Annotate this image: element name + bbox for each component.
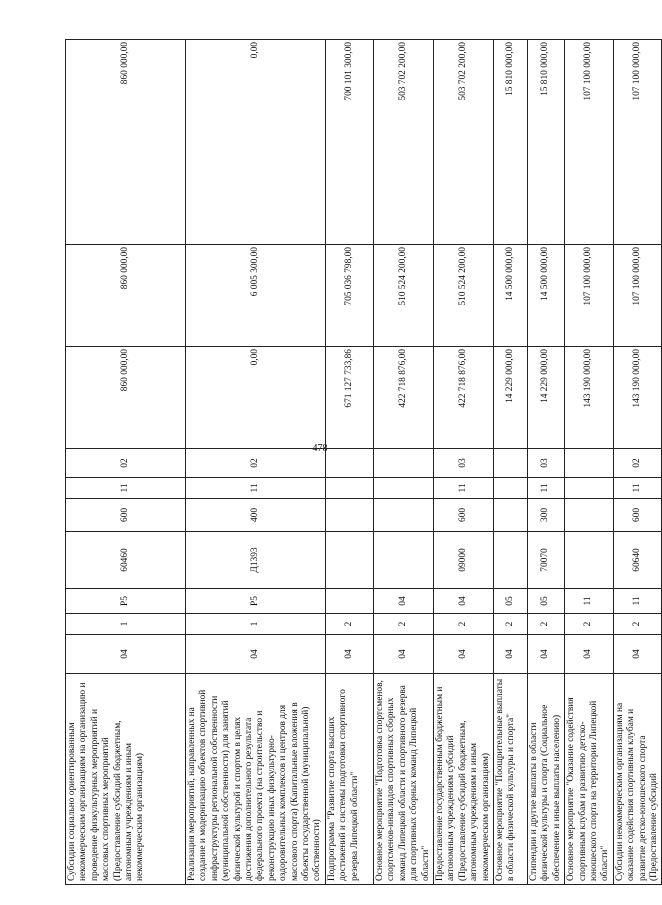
table-row [325,40,373,885]
amount-cell: 143 190 000,00 [613,347,662,449]
code-cell [565,478,614,499]
amount-cell: 15 810 000,00 [527,40,564,245]
code-cell: 11 [565,589,614,614]
code-cell: 04 [613,635,662,674]
code-cell: 600 [66,499,186,532]
rotated-table-container [65,40,659,885]
amount-cell: 107 100 000,00 [613,245,662,347]
code-cell: 2 [565,614,614,635]
code-cell: 1 [66,614,186,635]
amount-cell: 705 036 798,00 [325,245,373,347]
row-name: Субсидии некоммерческим организациям на оказание содействия спортивным клубам и развитие детско-юношеского спорта (Предоставление субсидий [613,674,662,885]
code-cell: 2 [433,614,493,635]
code-cell [493,532,527,589]
amount-cell: 860 000,00 [66,40,186,245]
code-cell: 2 [493,614,527,635]
code-cell: Р5 [186,589,326,614]
amount-cell: 107 100 000,00 [565,245,614,347]
amount-cell: 671 127 733,86 [325,347,373,449]
code-cell: 04 [186,635,326,674]
table-row [527,40,564,885]
code-cell [325,499,373,532]
code-cell [373,478,433,499]
code-cell: 2 [325,614,373,635]
code-cell: 11 [66,478,186,499]
code-cell: 600 [433,499,493,532]
table-row [565,40,614,885]
amount-cell: 700 101 300,00 [325,40,373,245]
amount-cell: 0,00 [186,40,326,245]
code-cell: 02 [66,449,186,478]
amount-cell: 510 524 200,00 [433,245,493,347]
code-cell: 03 [433,449,493,478]
amount-cell: 860 000,00 [66,245,186,347]
row-name: Стипендии и другие выплаты в области физической культуры и спорта (Социальное обеспечение и иные выплаты населению) [527,674,564,885]
amount-cell: 107 100 000,00 [565,40,614,245]
code-cell: 04 [433,635,493,674]
code-cell: 04 [527,635,564,674]
budget-table [65,39,662,885]
table-row [433,40,493,885]
table-row [66,40,186,885]
code-cell [325,449,373,478]
code-cell [565,532,614,589]
amount-cell: 15 810 000,00 [493,40,527,245]
amount-cell: 14 229 000,00 [493,347,527,449]
code-cell: 11 [613,589,662,614]
code-cell: 11 [613,478,662,499]
code-cell: 70070 [527,532,564,589]
row-name: Подпрограмма "Развитие спорта высших достижений и системы подготовки спортивного резерва Липецкой области" [325,674,373,885]
code-cell [325,478,373,499]
amount-cell: 14 229 000,00 [527,347,564,449]
code-cell [493,449,527,478]
amount-cell: 503 702 200,00 [433,40,493,245]
code-cell: 04 [373,635,433,674]
code-cell: 2 [373,614,433,635]
code-cell: 04 [373,589,433,614]
code-cell: 04 [66,635,186,674]
code-cell: Р5 [66,589,186,614]
row-name: Основное мероприятие "Подготовка спортсменов, спортсменов-инвалидов спортивных сборных команд Липецкой области и спортивного резерва для спортивных сборных команд Липецкой области" [373,674,433,885]
code-cell: 04 [565,635,614,674]
amount-cell: 14 500 000,00 [493,245,527,347]
code-cell [373,499,433,532]
code-cell [325,589,373,614]
code-cell: 04 [493,635,527,674]
code-cell [565,499,614,532]
code-cell: 04 [325,635,373,674]
amount-cell: 0,00 [186,347,326,449]
table-row [493,40,527,885]
amount-cell: 510 524 200,00 [373,245,433,347]
amount-cell: 422 718 876,00 [433,347,493,449]
code-cell: 400 [186,499,326,532]
code-cell: 05 [527,589,564,614]
code-cell: 1 [186,614,326,635]
code-cell: 11 [186,478,326,499]
code-cell: 11 [527,478,564,499]
code-cell: 60640 [613,532,662,589]
code-cell: 09000 [433,532,493,589]
amount-cell: 107 100 000,00 [613,40,662,245]
code-cell [373,449,433,478]
code-cell [373,532,433,589]
amount-cell: 14 500 000,00 [527,245,564,347]
amount-cell: 422 718 876,00 [373,347,433,449]
code-cell: 2 [613,614,662,635]
code-cell: 02 [613,449,662,478]
code-cell: 60460 [66,532,186,589]
table-row [613,40,662,885]
amount-cell: 503 702 200,00 [373,40,433,245]
row-name: Субсидии социально ориентированным некоммерческим организациям на организацию и проведение физкультурных мероприятий и массовых спортивных мероприятий (Предоставление субсидий бюджетным, автономным учреждениям и иным некоммерческим организациям) [66,674,186,885]
code-cell: Д1393 [186,532,326,589]
amount-cell: 6 005 300,00 [186,245,326,347]
row-name: Основное мероприятие "Поощрительные выплаты в области физической культуры и спорта" [493,674,527,885]
page-number: 478 [312,443,328,454]
code-cell: 03 [527,449,564,478]
code-cell [493,499,527,532]
table-row [186,40,326,885]
code-cell [325,532,373,589]
table-row [373,40,433,885]
row-name: Основное мероприятие "Оказание содействия спортивным клубам и развитию детско-юношеского спорта на территории Липецкой области" [565,674,614,885]
code-cell: 02 [186,449,326,478]
code-cell [565,449,614,478]
code-cell: 2 [527,614,564,635]
code-cell: 11 [433,478,493,499]
table-body [66,40,662,885]
code-cell [493,478,527,499]
row-name: Предоставление государственным бюджетным и автономным учреждениям субсидий (Предоставление субсидий бюджетным, автономным учреждениям и иным некоммерческим организациям) [433,674,493,885]
code-cell: 600 [613,499,662,532]
code-cell: 04 [433,589,493,614]
row-name: Реализация мероприятий, направленных на создание и модернизацию объектов спортивной инфраструктуры региональной собственности (муниципальной собственности) для занятий физической культурой и спортом в целях достижения дополнительного результата федерального проекта (на строительство и реконструкцию иных физкультурно-оздоровительных комплексов и центров для массового спорта) (Капитальные вложения в объекты государственной (муниципальной) собственности) [186,674,326,885]
amount-cell: 143 190 000,00 [565,347,614,449]
code-cell: 300 [527,499,564,532]
code-cell: 05 [493,589,527,614]
amount-cell: 860 000,00 [66,347,186,449]
